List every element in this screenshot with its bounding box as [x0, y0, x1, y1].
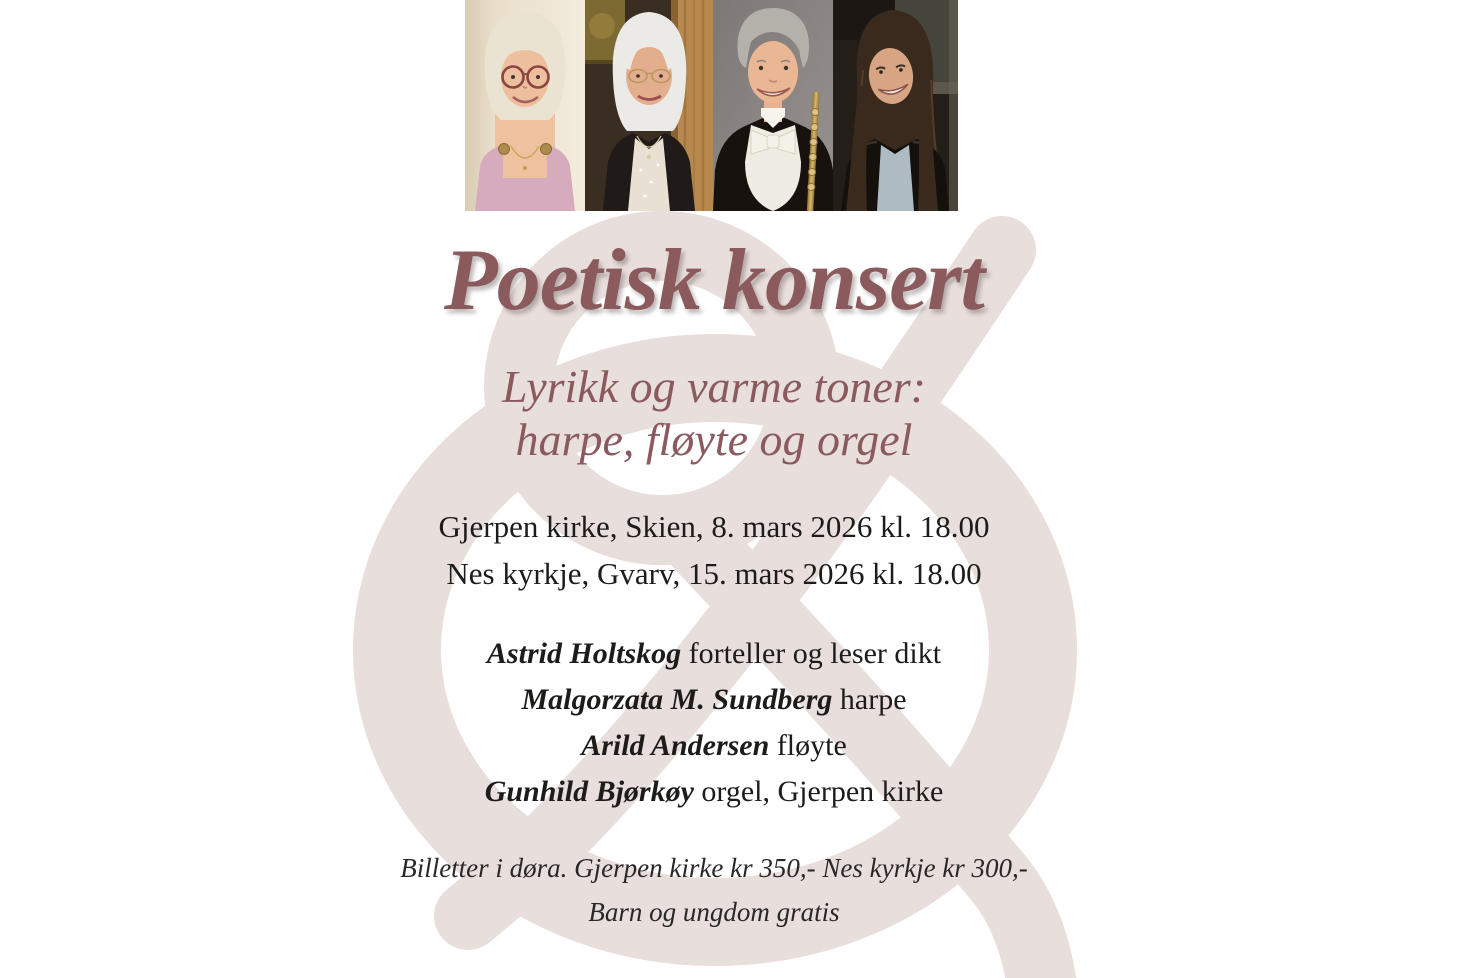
photo-arild-andersen — [713, 0, 833, 211]
performer-name: Astrid Holtskog — [486, 637, 682, 670]
performer-role: forteller og leser dikt — [688, 637, 942, 670]
subtitle-line-2: harpe, fløyte og orgel — [515, 414, 913, 465]
performer-line-1 — [0, 631, 1428, 677]
performer-line-3 — [0, 723, 1428, 769]
performer-list — [0, 631, 1428, 815]
poster-subtitle — [0, 360, 1428, 466]
ticket-info — [0, 846, 1428, 934]
subtitle-line-1: Lyrikk og varme toner: — [501, 361, 927, 412]
performer-line-4 — [0, 769, 1428, 815]
performer-role: harpe — [839, 683, 907, 716]
performer-name: Malgorzata M. Sundberg — [521, 683, 833, 716]
performer-line-2 — [0, 677, 1428, 723]
performer-name: Arild Andersen — [581, 729, 770, 762]
event-dates — [0, 503, 1428, 597]
ticket-prices: Billetter i døra. Gjerpen kirke kr 350,- Nes kyrkje kr 300,- — [400, 853, 1028, 883]
event-date-nes: Nes kyrkje, Gvarv, 15. mars 2026 kl. 18.00 — [446, 556, 982, 591]
photo-astrid-holtskog — [465, 0, 585, 211]
event-date-gjerpen: Gjerpen kirke, Skien, 8. mars 2026 kl. 18.00 — [438, 509, 990, 544]
poster-title: Poetisk konsert — [444, 232, 984, 329]
performer-role: fløyte — [776, 729, 847, 762]
photo-malgorzata-sundberg — [585, 0, 713, 211]
performer-name: Gunhild Bjørkøy — [484, 775, 694, 808]
ticket-free-note: Barn og ungdom gratis — [588, 897, 840, 927]
performer-role: orgel, Gjerpen kirke — [701, 775, 944, 808]
performer-photos — [465, 0, 958, 211]
photo-gunhild-bjorkoy — [833, 0, 958, 211]
